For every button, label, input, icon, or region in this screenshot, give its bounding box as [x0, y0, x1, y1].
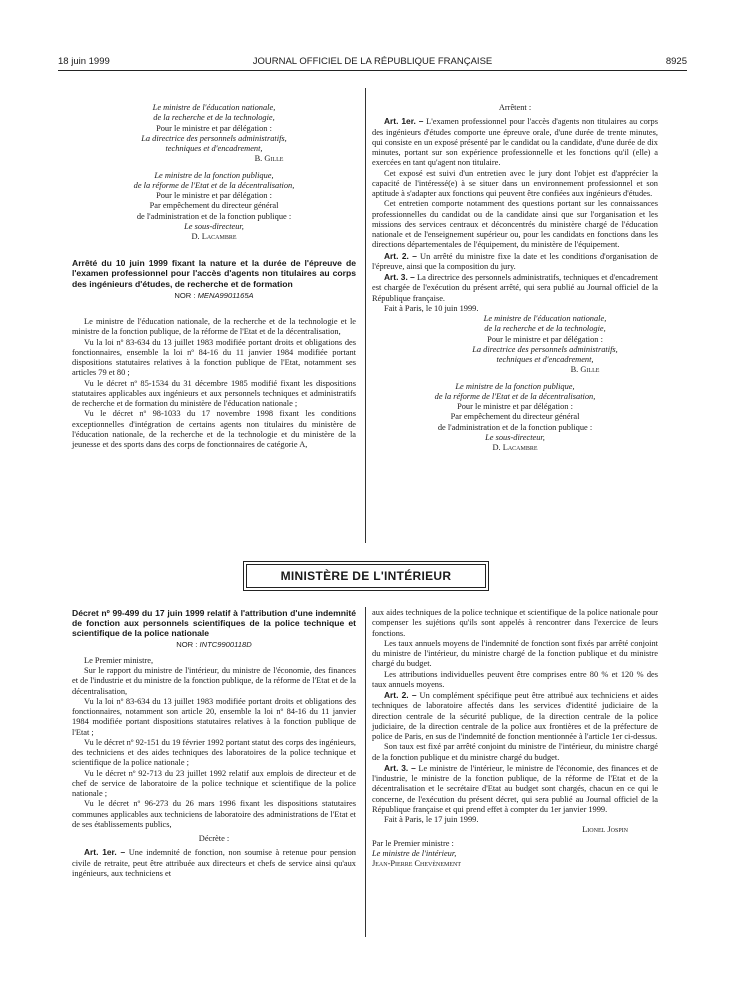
- nor-label: NOR :: [176, 639, 198, 649]
- signature-block-previous: [72, 103, 356, 242]
- article-paragraph: [372, 690, 658, 742]
- signatory-name: D. Lacambre: [492, 443, 538, 452]
- fait-a-paris: Fait à Paris, le 10 juin 1999.: [384, 303, 479, 313]
- fait-a-paris: Fait à Paris, le 17 juin 1999.: [384, 815, 479, 824]
- decret-title: Décret nº 99-499 du 17 juin 1999 relatif à l'attribution d'une indemnité de fonction aux personnels scientifiques de la police technique et scientifique de la police nationale: [72, 608, 356, 639]
- signature-line: La directrice des personnels administratifs,: [141, 133, 287, 143]
- signature-line: Le ministre de la fonction publique,: [455, 381, 575, 391]
- signature-line: de la réforme de l'Etat et de la décentralisation,: [133, 180, 295, 190]
- article-text: Son taux est fixé par arrêté conjoint du ministre de l'intérieur, du ministre chargé de la fonction publique et du ministre chargé du budget.: [372, 742, 658, 762]
- left-column-bottom: [72, 608, 356, 879]
- article-text: L'examen professionnel pour l'accès d'agents non titulaires au corps des ingénieurs d'études comporte une épreuve orale, d'une durée de trente minutes, qui consiste en un exposé présenté par le candidat ou la candidate, d'une durée de dix minutes, portant sur son expérience professionnelle et les fonctions qu'il (elle) a exercées en tant qu'agent non titulaire.: [372, 117, 658, 168]
- article-paragraph: [372, 169, 658, 200]
- signature-line: Le ministre de l'intérieur,: [372, 848, 457, 858]
- article-paragraph: [372, 116, 658, 168]
- article-text: La directrice des personnels administratifs, techniques et d'encadrement est chargée de l'exécution du présent arrêté, qui sera publié au Journal officiel de la République française.: [372, 273, 658, 303]
- arrete-title: Arrêté du 10 juin 1999 fixant la nature et la durée de l'épreuve de l'examen professionnel pour l'accès d'agents non titulaires au corps des ingénieurs d'études, de recherche et de formation: [72, 258, 356, 289]
- visa-paragraph: Vu la loi nº 83-634 du 13 juillet 1983 modifiée portant droits et obligations des fonctionnaires, notamment son article 20, ensemble la loi nº 84-16 du 11 janvier 1984 modifiée portant dispositions statutaires relatives à la fonction publique de l'Etat ;: [72, 696, 356, 737]
- signature-line: Pour le ministre et par délégation :: [457, 402, 573, 411]
- header-page-number: 8925: [665, 56, 687, 67]
- signature-line: de la recherche et de la technologie,: [153, 113, 275, 123]
- signature-line: de la recherche et de la technologie,: [484, 324, 606, 334]
- right-column-top: [372, 103, 658, 453]
- article-paragraph: [372, 670, 658, 691]
- nor-label: NOR :: [174, 290, 196, 300]
- visa-paragraph: Le ministre de l'éducation nationale, de la recherche et de la technologie et le ministre de la fonction publique, de la réforme de l'Etat et de la décentralisation,: [72, 317, 356, 337]
- signature-line: Par empêchement du directeur général: [450, 412, 580, 422]
- left-column-top: [72, 103, 356, 450]
- signatory-name: Jean-Pierre Chevènement: [372, 859, 462, 868]
- signatory-name: B. Gille: [570, 365, 600, 375]
- signature-line: Pour le ministre et par délégation :: [156, 191, 272, 200]
- page-header: [58, 56, 687, 70]
- nor-reference: [72, 640, 356, 650]
- header-date: 18 juin 1999: [58, 56, 110, 67]
- article-label: Art. 1er. –: [84, 847, 126, 858]
- article-paragraph: [372, 608, 658, 639]
- column-divider-top: [365, 88, 366, 543]
- signature-block-2: [372, 382, 658, 454]
- signature-line: Le sous-directeur,: [184, 221, 244, 231]
- par-premier-ministre: Par le Premier ministre :: [372, 838, 454, 848]
- signature-line: de l'administration et de la fonction publique :: [136, 211, 292, 221]
- article-text: Les attributions individuelles peuvent être comprises entre 80 % et 120 % des taux annuels moyens.: [372, 669, 658, 689]
- ministry-heading: MINISTÈRE DE L'INTÉRIEUR: [246, 564, 486, 588]
- visa-paragraph: Vu le décret nº 92-151 du 19 février 1992 portant statut des corps des ingénieurs, des techniciens et des aides techniques des laboratoires de la police technique et scientifique de la police nationale ;: [72, 737, 356, 768]
- article-text: Un arrêté du ministre fixe la date et les conditions d'organisation de l'épreuve, ainsi que la composition du jury.: [372, 251, 658, 271]
- signature-line: de la réforme de l'Etat et de la décentralisation,: [434, 391, 596, 401]
- article-paragraph: [372, 272, 658, 304]
- article-paragraph: [372, 742, 658, 763]
- column-divider-bottom: [365, 607, 366, 937]
- signature-line: de l'administration et de la fonction publique :: [437, 422, 593, 432]
- decrete-heading: Décrète :: [198, 834, 230, 844]
- article-label: Art. 2. –: [384, 690, 417, 700]
- header-journal-title: JOURNAL OFFICIEL DE LA RÉPUBLIQUE FRANÇAISE: [252, 56, 493, 67]
- visa-paragraph: Vu le décret nº 96-273 du 26 mars 1996 fixant les dispositions statutaires communes applicables aux techniciens de laboratoire des administrations de l'Etat et de ses établissements publics,: [72, 799, 356, 829]
- visa-paragraph: Vu le décret nº 98-1033 du 17 novembre 1998 fixant les conditions exceptionnelles d'intégration de certains agents non titulaires du ministère de l'éducation nationale, de la recherche et de la technologie et du ministère de la jeunesse et des sports dans des corps de fonctionnaires de catégorie A,: [72, 409, 356, 450]
- signature-line: Pour le ministre et par délégation :: [156, 123, 272, 133]
- header-rule: [58, 70, 687, 71]
- article-text: Un complément spécifique peut être attribué aux techniciens et aides techniques de laboratoire affectés dans les services d'identité judiciaire de la direction centrale de la sécurité publique, de la direction centrale de la police judiciaire, de la direction centrale de la police aux frontières et de la préfecture de police de Paris, en sus de l'indemnité de fonction mentionnée à l'article 1er ci-dessus.: [372, 691, 658, 741]
- article-label: Art. 2. –: [384, 250, 417, 261]
- article-text: aux aides techniques de la police technique et scientifique de la police nationale pour compenser les sujétions qu'ils sont appelés à rencontrer dans l'exercice de leurs fonctions.: [372, 608, 658, 638]
- article-paragraph: [72, 847, 356, 879]
- nor-code: MENA9901165A: [197, 290, 254, 300]
- arretent-heading: Arrêtent :: [498, 103, 532, 112]
- signature-line: Le ministre de la fonction publique,: [154, 170, 274, 180]
- visa-paragraph: Vu le décret nº 92-713 du 23 juillet 1992 relatif aux emplois de directeur et de chef de service de laboratoire de la police technique et scientifique de la police nationale ;: [72, 768, 356, 799]
- article-paragraph: [372, 251, 658, 273]
- visa-paragraph: Le Premier ministre,: [84, 655, 154, 665]
- signature-line: Pour le ministre et par délégation :: [487, 334, 603, 344]
- article-label: Art. 3. –: [384, 762, 416, 773]
- visa-paragraph: Sur le rapport du ministre de l'intérieur, du ministre de l'économie, des finances et de l'industrie et du ministre de la fonction publique, de la réforme de l'Etat et de la décentralisation,: [72, 666, 356, 696]
- signatory-name: Lionel Jospin: [582, 825, 628, 835]
- article-label: Art. 1er. –: [384, 116, 424, 127]
- signature-block: [372, 314, 658, 376]
- signature-line: techniques et d'encadrement,: [496, 355, 594, 364]
- article-text: Le ministre de l'intérieur, le ministre de l'économie, des finances et de l'industrie, le ministre de la fonction publique, de la réforme de l'Etat et de la décentralisation et le secrétaire d'Etat au budget sont chargés, chacun en ce qui le concerne, de l'exécution du présent décret, qui sera publié au Journal officiel de la République française et qui prend effet à compter du 1er janvier 1999.: [372, 763, 658, 814]
- article-paragraph: [372, 199, 658, 250]
- visa-paragraph: Vu la loi nº 83-634 du 13 juillet 1983 modifiée portant droits et obligations des fonctionnaires, ensemble la loi nº 84-16 du 11 janvier 1984 modifiée portant dispositions statutaires relatives à la fonction publique de l'Etat, notamment ses articles 79 et 80 ;: [72, 337, 356, 378]
- signature-line: Le ministre de l'éducation nationale,: [152, 103, 276, 112]
- nor-code: INTC9900118D: [199, 639, 252, 649]
- nor-reference: [72, 291, 356, 301]
- article-text: Une indemnité de fonction, non soumise à retenue pour pension civile de retraite, peut être attribuée aux directeurs et chefs de service ainsi qu'aux ingénieurs, aux techniciens et: [72, 848, 356, 878]
- right-column-bottom: [372, 608, 658, 869]
- signature-line: Le ministre de l'éducation nationale,: [483, 314, 607, 323]
- article-text: Cet entretien comporte notamment des questions portant sur les connaissances professionnelles du candidat ou de la candidate ainsi que sur l'organisation et les missions des services centraux et déconcentrés du ministère chargé de l'éducation nationale et de l'enseignement supérieur ou, pour les candidats en fonctions dans les directions départementales de l'équipement, du ministère de l'équipement.: [372, 199, 658, 250]
- article-paragraph: [372, 639, 658, 670]
- signatory-name: D. Lacambre: [191, 232, 237, 241]
- article-label: Art. 3. –: [384, 272, 415, 282]
- signatory-name: B. Gille: [254, 154, 284, 164]
- signature-line: techniques et d'encadrement,: [165, 144, 263, 153]
- signature-line: Le sous-directeur,: [485, 432, 545, 442]
- signature-line: Par empêchement du directeur général: [149, 201, 279, 211]
- signature-line: La directrice des personnels administratifs,: [472, 344, 618, 354]
- article-paragraph: [372, 763, 658, 815]
- article-text: Les taux annuels moyens de l'indemnité de fonction sont fixés par arrêté conjoint du ministre de l'intérieur, du ministre chargé de la fonction publique et du ministre chargé du budget.: [372, 638, 658, 669]
- visa-paragraph: Vu le décret nº 85-1534 du 31 décembre 1985 modifié fixant les dispositions statutaires applicables aux ingénieurs et aux personnels techniques et administratifs de recherche et de formation du ministère de l'éducation nationale ;: [72, 378, 356, 409]
- article-text: Cet exposé est suivi d'un entretien avec le jury dont l'objet est d'apprécier la capacité de l'intéressé(e) à se situer dans un environnement professionnel et son aptitude à s'adapter aux fonctions qui peuvent être confiées aux ingénieurs d'études.: [372, 168, 658, 198]
